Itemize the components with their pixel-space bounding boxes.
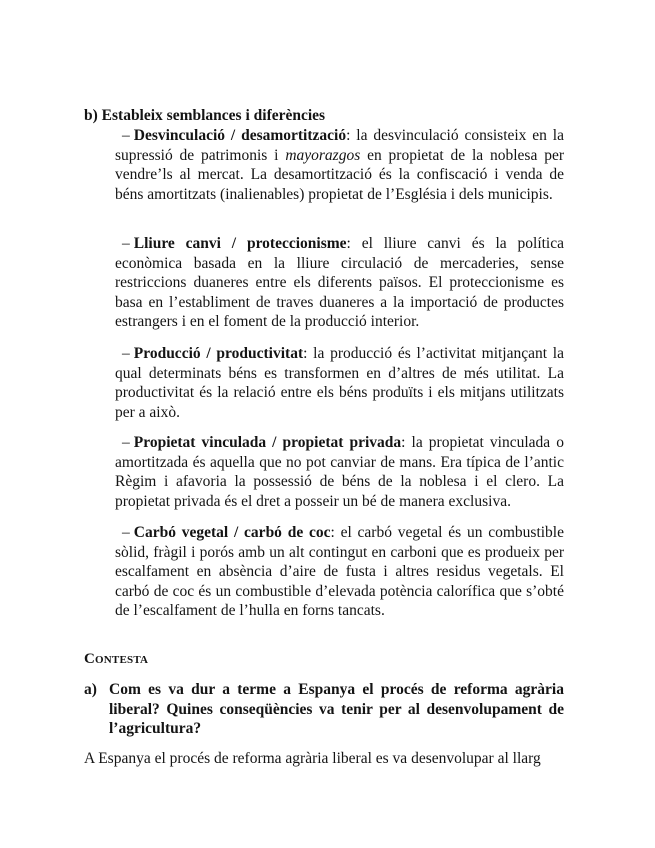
answer-text: A Espanya el procés de reforma agrària liberal es va desenvolupar al llarg [84,750,541,767]
item-dash: – [122,235,130,252]
question-text: Com es va dur a terme a Espanya el procés de reforma agrària liberal? Quines conseqüències va tenir per al desenvolupament de l’agricultura? [109,681,564,738]
item-term: Producció / productivitat [133,345,304,362]
item-dash: – [122,345,130,362]
definition-item [115,523,564,621]
item-dash: – [122,524,130,541]
item-text-continued: en propietat de la noblesa per vendre’ls al mercat. La desamortització és la confiscació i venda de béns amortitzats (inalienables) propietat de l’Església i dels municipis. [115,146,564,203]
contesta-heading: Contesta [84,651,149,667]
item-text: : el lliure canvi és la política econòmica basada en la lliure circulació de mercaderies, sense restriccions duaneres entre els diferents països. El proteccionisme es basa en l’establiment de traves duaneres a la importació de productes estrangers i en el foment de la producció interior. [115,235,564,331]
item-text: : el carbó vegetal és un combustible sòlid, fràgil i porós amb un alt contingut en carboni que es produeix per escalfament en absència d’aire de fusta i altres residus vegetals. El carbó de coc és un combustible d’elevada potència calorífica que s’obté de l’escalfament de l’hulla en forns tancats. [115,524,564,620]
item-text: : la producció és l’activitat mitjançant la qual determinats béns es transformen en d’altres de més utilitat. La productivitat és la relació entre els béns produïts i els mitjans utilitzats per a això. [115,345,564,421]
item-term: Propietat vinculada / propietat privada [133,434,402,451]
section-b-heading: b) Estableix semblances i diferències [84,107,326,124]
item-italic: mayorazgos [285,146,361,164]
item-text: : la desvinculació consisteix en la supressió de patrimonis i [115,127,564,164]
item-term: Lliure canvi / proteccionisme [133,235,347,252]
question-letter: a) [84,681,97,698]
item-term: Desvinculació / desamortització [133,127,347,144]
definition-item [115,234,564,332]
item-dash: – [122,434,130,451]
item-dash: – [122,127,130,144]
item-text: : la propietat vinculada o amortitzada és aquella que no pot canviar de mans. Era típica de l’antic Règim i afavoria la possessió de béns de la noblesa i el clero. La propietat privada és el dret a posseir un bé de manera exclusiva. [115,434,564,510]
definition-item [115,126,564,204]
question-a [84,680,564,739]
item-term: Carbó vegetal / carbó de coc [133,524,331,541]
definition-item [115,433,564,511]
definition-item [115,344,564,422]
